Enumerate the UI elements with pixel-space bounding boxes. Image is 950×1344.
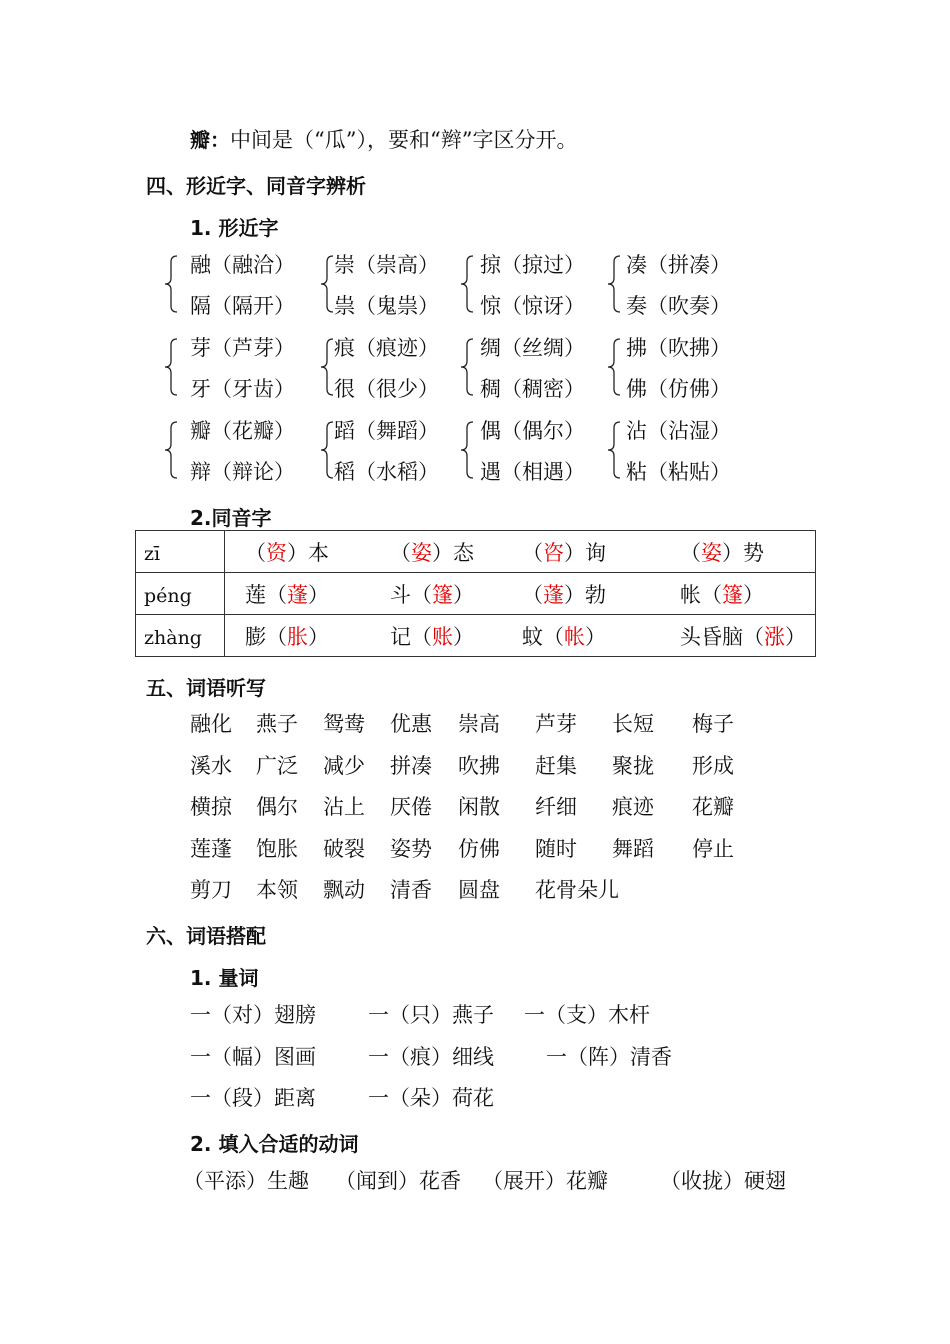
dictation-word: 莲蓬 xyxy=(190,836,232,861)
homophone-item xyxy=(522,541,606,565)
measure-word-item: 一（段）距离 xyxy=(190,1086,316,1110)
homophone-item xyxy=(680,541,764,565)
dictation-word: 广泛 xyxy=(256,753,298,778)
verb-item: （闻到）花香 xyxy=(335,1169,461,1193)
section4-title: 四、形近字、同音字辨析 xyxy=(146,174,366,198)
dictation-word: 吹拂 xyxy=(458,753,500,778)
dictation-word: 沾上 xyxy=(323,795,365,819)
homophone-items xyxy=(225,531,815,572)
item-suffix: ） xyxy=(308,583,329,607)
brace-icon xyxy=(607,255,621,313)
verb-item: （收拢）硬翅 xyxy=(660,1169,786,1193)
table-row xyxy=(136,531,816,573)
dictation-word: 圆盘 xyxy=(458,878,500,902)
section4-sub2: 2.同音字 xyxy=(190,506,272,530)
item-prefix: 莲（ xyxy=(245,583,287,607)
homophone-item xyxy=(522,625,606,649)
similar-char-top: 凑（拼凑） xyxy=(626,253,731,277)
pinyin-text: péng xyxy=(144,585,192,607)
item-suffix: ）勃 xyxy=(564,583,606,607)
brace-icon xyxy=(320,421,334,479)
item-suffix: ） xyxy=(308,625,329,649)
dictation-word: 赶集 xyxy=(535,753,577,778)
homophone-item xyxy=(522,583,606,607)
item-answer: 篷 xyxy=(722,583,743,607)
homophone-item xyxy=(245,583,329,607)
dictation-word: 减少 xyxy=(323,753,365,778)
dictation-word: 闲散 xyxy=(458,795,500,819)
item-suffix: ）势 xyxy=(722,541,764,565)
dictation-word: 停止 xyxy=(692,836,734,861)
section6-sub1: 1. 量词 xyxy=(190,966,259,990)
item-answer: 姿 xyxy=(701,541,722,565)
similar-char-top: 瓣（花瓣） xyxy=(190,419,295,443)
homophone-item xyxy=(680,625,806,649)
dictation-word: 花瓣 xyxy=(692,795,734,819)
section4-sub1: 1. 形近字 xyxy=(190,216,279,240)
dictation-word: 清香 xyxy=(390,878,432,902)
similar-char-bottom: 很（很少） xyxy=(334,377,439,401)
brace-icon xyxy=(607,338,621,396)
item-answer: 帐 xyxy=(564,625,585,649)
dictation-word: 形成 xyxy=(692,753,734,778)
dictation-word: 偶尔 xyxy=(256,795,298,819)
brace-icon xyxy=(460,255,474,313)
dictation-word: 融化 xyxy=(190,712,232,736)
homophone-item xyxy=(245,625,329,649)
dictation-word: 随时 xyxy=(535,836,577,861)
similar-char-bottom: 惊（惊讶） xyxy=(480,294,585,318)
similar-char-top: 掠（掠过） xyxy=(480,253,585,277)
dictation-word: 舞蹈 xyxy=(612,836,654,861)
similar-char-bottom: 稠（稠密） xyxy=(480,377,585,401)
dictation-word: 聚拢 xyxy=(612,753,654,778)
dictation-word: 饱胀 xyxy=(256,836,298,861)
brace-icon xyxy=(164,255,178,313)
homophone-items xyxy=(225,615,815,656)
dictation-word: 燕子 xyxy=(256,712,298,736)
item-prefix: 蚊（ xyxy=(522,625,564,649)
item-prefix: 记（ xyxy=(390,625,432,649)
dictation-word: 梅子 xyxy=(692,712,734,736)
brace-icon xyxy=(164,421,178,479)
dictation-word: 纤细 xyxy=(535,795,577,819)
pinyin-text: zī xyxy=(144,543,161,565)
item-prefix: （ xyxy=(522,541,543,565)
item-prefix: （ xyxy=(680,541,701,565)
similar-char-top: 蹈（舞蹈） xyxy=(334,419,439,443)
dictation-word: 厌倦 xyxy=(390,795,432,819)
similar-char-top: 沾（沾湿） xyxy=(626,419,731,443)
pinyin-wrap xyxy=(136,615,224,656)
pinyin-wrap xyxy=(136,531,224,572)
item-answer: 篷 xyxy=(432,583,453,607)
homophone-item xyxy=(390,541,474,565)
item-prefix: 帐（ xyxy=(680,583,722,607)
similar-char-bottom: 稻（水稻） xyxy=(334,460,439,484)
item-prefix: （ xyxy=(245,541,266,565)
pinyin-cell xyxy=(136,573,225,615)
item-suffix: ）态 xyxy=(432,541,474,565)
similar-char-top: 绸（丝绸） xyxy=(480,336,585,360)
similar-char-bottom: 奏（吹奏） xyxy=(626,294,731,318)
item-answer: 姿 xyxy=(411,541,432,565)
table-row xyxy=(136,573,816,615)
similar-char-top: 痕（痕迹） xyxy=(334,336,439,360)
item-prefix: 斗（ xyxy=(390,583,432,607)
measure-word-item: 一（对）翅膀 xyxy=(190,1003,316,1027)
measure-word-item: 一（阵）清香 xyxy=(546,1044,672,1069)
brace-icon xyxy=(607,421,621,479)
measure-word-item: 一（支）木杆 xyxy=(524,1003,650,1027)
item-suffix: ） xyxy=(785,625,806,649)
section6-title: 六、词语搭配 xyxy=(146,924,266,948)
note-line xyxy=(190,128,577,152)
dictation-word: 崇高 xyxy=(458,712,500,736)
similar-char-bottom: 遇（相遇） xyxy=(480,460,585,484)
note-text: 中间是（“瓜”），要和“辫”字区分开。 xyxy=(230,128,578,152)
item-answer: 咨 xyxy=(543,541,564,565)
item-suffix: ）询 xyxy=(564,541,606,565)
dictation-word: 长短 xyxy=(612,712,654,736)
similar-char-bottom: 牙（牙齿） xyxy=(190,377,295,401)
item-suffix: ） xyxy=(585,625,606,649)
dictation-word: 拼凑 xyxy=(390,753,432,778)
dictation-word: 仿佛 xyxy=(458,836,500,861)
measure-word-item: 一（幅）图画 xyxy=(190,1044,316,1069)
pinyin-cell xyxy=(136,615,225,657)
similar-char-bottom: 粘（粘贴） xyxy=(626,460,731,484)
homophone-item xyxy=(390,583,474,607)
dictation-word: 姿势 xyxy=(390,836,432,861)
brace-icon xyxy=(164,338,178,396)
table-row xyxy=(136,615,816,657)
similar-char-top: 偶（偶尔） xyxy=(480,419,585,443)
item-answer: 涨 xyxy=(764,625,785,649)
similar-char-bottom: 辩（辩论） xyxy=(190,460,295,484)
dictation-word: 痕迹 xyxy=(612,795,654,819)
homophone-item xyxy=(390,625,474,649)
measure-word-item: 一（痕）细线 xyxy=(368,1044,494,1069)
section6-sub2: 2. 填入合适的动词 xyxy=(190,1132,359,1156)
homophone-items-cell xyxy=(225,615,816,657)
note-char: 瓣： xyxy=(190,128,230,152)
dictation-word: 飘动 xyxy=(323,878,365,902)
dictation-word: 溪水 xyxy=(190,753,232,778)
item-suffix: ） xyxy=(743,583,764,607)
dictation-word: 芦芽 xyxy=(535,712,577,736)
section5-title: 五、词语听写 xyxy=(146,676,266,700)
similar-char-top: 崇（崇高） xyxy=(334,253,439,277)
brace-icon xyxy=(460,421,474,479)
dictation-word: 横掠 xyxy=(190,795,232,819)
homophone-item xyxy=(680,583,764,607)
item-suffix: ） xyxy=(453,625,474,649)
dictation-word: 优惠 xyxy=(390,712,432,736)
item-suffix: ）本 xyxy=(287,541,329,565)
item-prefix: （ xyxy=(390,541,411,565)
dictation-word: 鸳鸯 xyxy=(323,712,365,736)
similar-char-top: 芽（芦芽） xyxy=(190,336,295,360)
similar-char-bottom: 隔（隔开） xyxy=(190,294,295,318)
verb-item: （平添）生趣 xyxy=(183,1169,309,1193)
similar-char-top: 融（融洽） xyxy=(190,253,295,277)
homophone-table xyxy=(135,530,816,657)
homophone-item xyxy=(245,541,329,565)
verb-item: （展开）花瓣 xyxy=(482,1169,608,1193)
brace-icon xyxy=(320,338,334,396)
similar-char-bottom: 祟（鬼祟） xyxy=(334,294,439,318)
item-prefix: 头昏脑（ xyxy=(680,625,764,649)
brace-icon xyxy=(460,338,474,396)
similar-char-bottom: 佛（仿佛） xyxy=(626,377,731,401)
dictation-word: 剪刀 xyxy=(190,878,232,902)
item-answer: 蓬 xyxy=(287,583,308,607)
item-answer: 账 xyxy=(432,625,453,649)
measure-word-item: 一（朵）荷花 xyxy=(368,1086,494,1110)
pinyin-wrap xyxy=(136,573,224,614)
homophone-items xyxy=(225,573,815,614)
item-prefix: 膨（ xyxy=(245,625,287,649)
pinyin-text: zhàng xyxy=(144,627,202,649)
dictation-word: 本领 xyxy=(256,878,298,902)
item-answer: 胀 xyxy=(287,625,308,649)
dictation-word: 花骨朵儿 xyxy=(535,878,619,902)
brace-icon xyxy=(320,255,334,313)
item-answer: 蓬 xyxy=(543,583,564,607)
pinyin-cell xyxy=(136,531,225,573)
item-answer: 资 xyxy=(266,541,287,565)
similar-char-top: 拂（吹拂） xyxy=(626,336,731,360)
homophone-items-cell xyxy=(225,573,816,615)
dictation-word: 破裂 xyxy=(323,836,365,861)
measure-word-item: 一（只）燕子 xyxy=(368,1003,494,1027)
item-prefix: （ xyxy=(522,583,543,607)
homophone-items-cell xyxy=(225,531,816,573)
item-suffix: ） xyxy=(453,583,474,607)
